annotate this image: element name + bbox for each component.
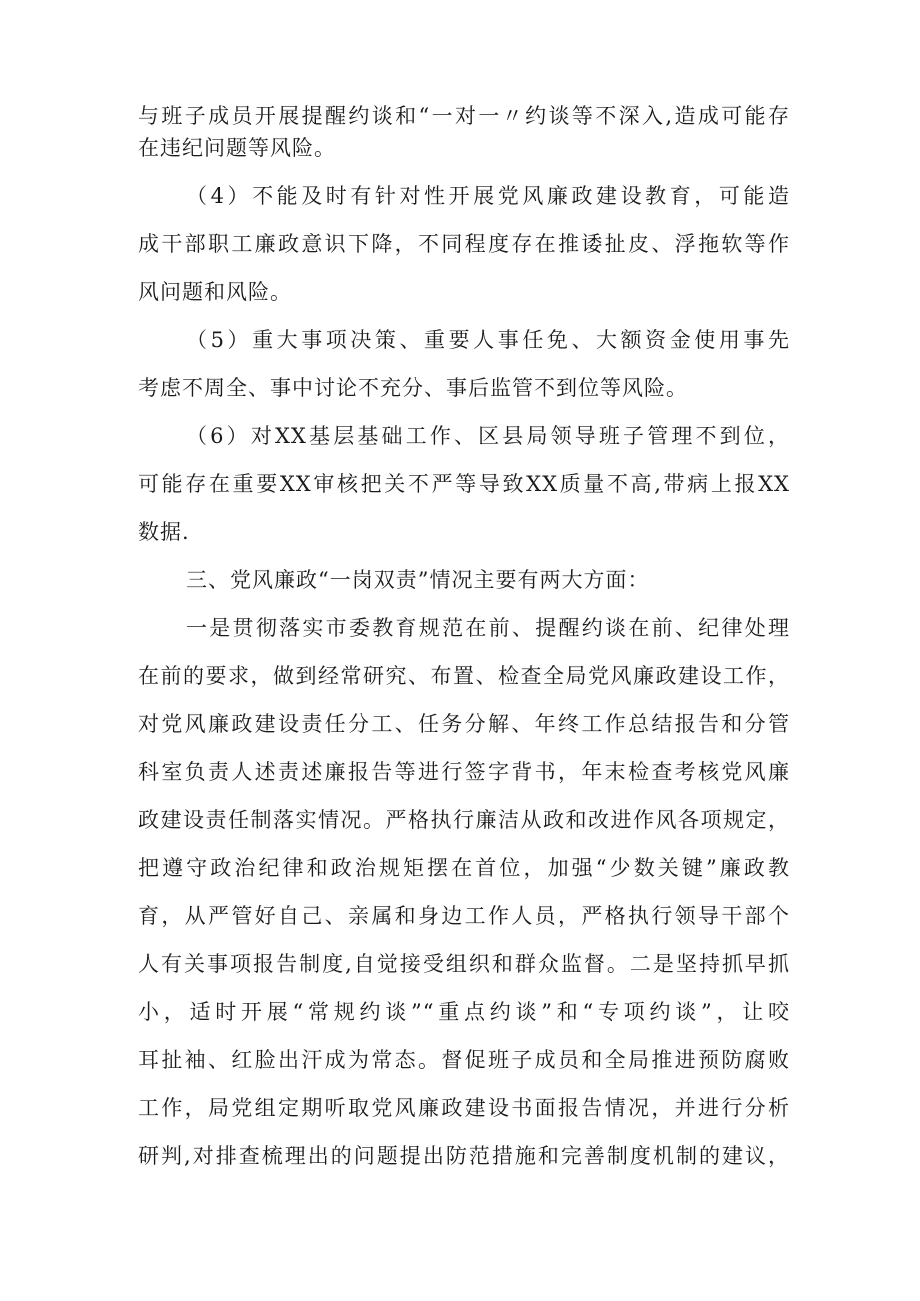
text-line: 政建设责任制落实情况。严格执行廉洁从政和改进作风各项规定， (138, 808, 790, 832)
text-line: 风问题和风险。 (138, 280, 292, 304)
text-line: 小，适时开展“常规约谈”“重点约谈”和“专项约谈”，让咬 (138, 1000, 790, 1024)
text-line: 科室负责人述责述廉报告等进行签字背书，年末检查考核党风廉 (138, 760, 790, 784)
paragraph-4-line: （4）不能及时有针对性开展党风廉政建设教育，可能造 (186, 184, 790, 208)
text-line: 在前的要求，做到经常研究、布置、检查全局党风廉政建设工作， (138, 664, 790, 688)
text-line: 耳扯袖、红脸出汗成为常态。督促班子成员和全局推进预防腐败 (138, 1048, 790, 1072)
text-line: 工作，局党组定期听取党风廉政建设书面报告情况，并进行分析 (138, 1096, 790, 1120)
text-line: 考虑不周全、事中讨论不充分、事后监管不到位等风险。 (138, 376, 688, 400)
text-line: 数据. (138, 520, 190, 544)
text-line: 把遵守政治纪律和政治规矩摆在首位，加强“少数关键”廉政教 (138, 856, 790, 880)
text-line: 可能存在重要XX审核把关不严等导致XX质量不高,带病上报XX (138, 472, 790, 496)
text-line: 对党风廉政建设责任分工、任务分解、年终工作总结报告和分管 (138, 712, 790, 736)
text-line: 在违纪问题等风险。 (138, 136, 336, 160)
paragraph-5-line: （5）重大事项决策、重要人事任免、大额资金使用事先 (186, 328, 790, 352)
text-line: 研判,对排查梳理出的问题提出防范措施和完善制度机制的建议， (138, 1144, 790, 1168)
section-heading: 三、党风廉政“一岗双责”情况主要有两大方面： (186, 568, 650, 592)
text-line: 人有关事项报告制度,自觉接受组织和群众监督。二是坚持抓早抓 (138, 952, 790, 976)
text-line: 成干部职工廉政意识下降，不同程度存在推诿扯皮、浮拖软等作 (138, 232, 790, 256)
paragraph-line: 一是贯彻落实市委教育规范在前、提醒约谈在前、纪律处理 (186, 616, 790, 640)
text-line: 育，从严管好自己、亲属和身边工作人员，严格执行领导干部个 (138, 904, 790, 928)
paragraph-6-line: （6）对XX基层基础工作、区县局领导班子管理不到位， (186, 424, 790, 448)
text-line: 与班子成员开展提醒约谈和“一对一〃约谈等不深入,造成可能存 (138, 104, 790, 128)
